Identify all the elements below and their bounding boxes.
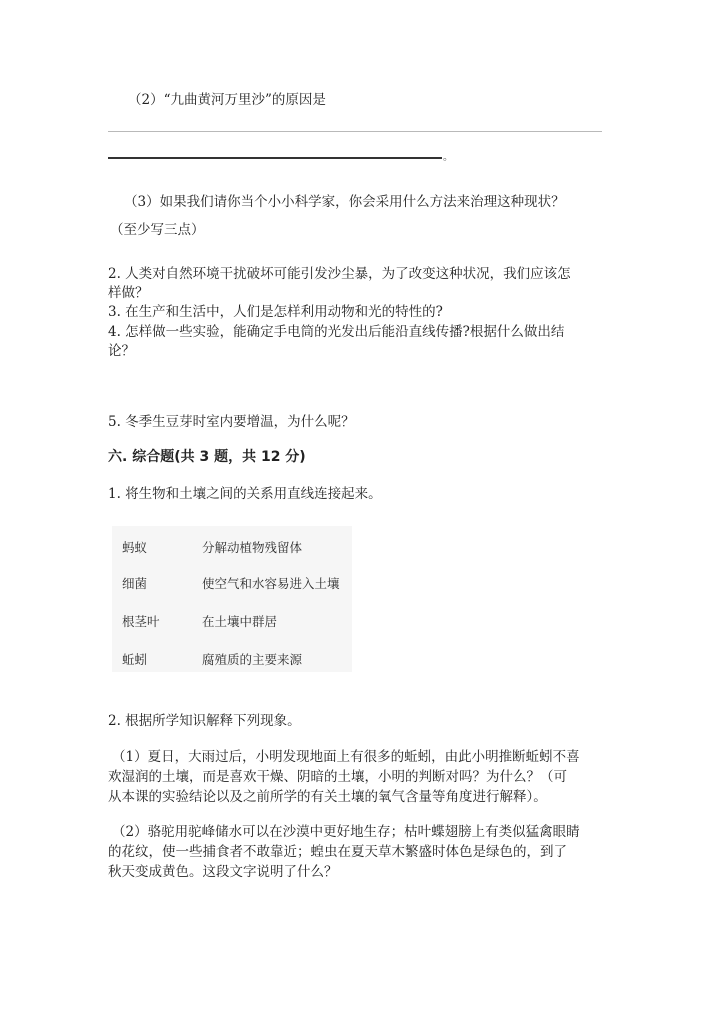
matching-right-item[interactable]: 腐殖质的主要来源 bbox=[202, 652, 303, 667]
question-2-sub-2-cont: 的花纹，使一些捕食者不敢靠近；蝗虫在夏天草木繁盛时体色是绿色的，到了 bbox=[108, 844, 567, 860]
question-2-cont: 样做？ bbox=[108, 285, 149, 301]
matching-left-item[interactable]: 细菌 bbox=[122, 576, 148, 591]
question-1-sub-2: （2）“九曲黄河万里沙”的原因是 bbox=[128, 92, 326, 108]
question-2-sub-1-cont: 欢湿润的土壤，而是喜欢干燥、阴暗的土壤，小明的判断对吗？为什么？（可 bbox=[108, 769, 567, 785]
question-4: 4. 怎样做一些实验，能确定手电筒的光发出后能沿直线传播?根据什么做出结 bbox=[108, 324, 565, 340]
question-1-sub-3: （3）如果我们请你当个小小科学家，你会采用什么方法来治理这种现状？ bbox=[124, 194, 565, 210]
section-heading: 六. 综合题(共 3 题，共 12 分) bbox=[108, 449, 306, 465]
matching-figure bbox=[112, 526, 352, 672]
matching-left-item[interactable]: 蚯蚓 bbox=[122, 652, 148, 667]
matching-left-item[interactable]: 根茎叶 bbox=[122, 614, 160, 629]
question-2-sub-1: （1）夏日，大雨过后，小明发现地面上有很多的蚯蚓，由此小明推断蚯蚓不喜 bbox=[112, 749, 580, 765]
matching-right-item[interactable]: 在土壤中群居 bbox=[202, 614, 278, 629]
comprehensive-question-1: 1. 将生物和土壤之间的关系用直线连接起来。 bbox=[108, 486, 382, 502]
question-2: 2. 人类对自然环境干扰破坏可能引发沙尘暴，为了改变这种状况，我们应该怎 bbox=[108, 266, 571, 282]
matching-left-item[interactable]: 蚂蚁 bbox=[122, 540, 148, 555]
answer-line[interactable] bbox=[108, 157, 442, 159]
question-3: 3. 在生产和生活中，人们是怎样利用动物和光的特性的? bbox=[108, 304, 443, 320]
matching-right-item[interactable]: 使空气和水容易进入土壤 bbox=[202, 576, 340, 591]
matching-right-item[interactable]: 分解动植物残留体 bbox=[202, 540, 303, 555]
question-2-sub-2-cont: 秋天变成黄色。这段文字说明了什么？ bbox=[108, 864, 338, 880]
question-5: 5. 冬季生豆芽时室内要增温，为什么呢？ bbox=[108, 414, 355, 430]
answer-end-mark: 。 bbox=[443, 152, 453, 163]
answer-line[interactable] bbox=[108, 131, 602, 132]
question-2-sub-2: （2）骆驼用驼峰储水可以在沙漠中更好地生存；枯叶蝶翅膀上有类似猛禽眼睛 bbox=[112, 824, 580, 840]
question-2-sub-1-cont: 从本课的实验结论以及之前所学的有关土壤的氧气含量等角度进行解释）。 bbox=[108, 789, 547, 805]
question-1-sub-3-note: （至少写三点） bbox=[110, 222, 205, 238]
comprehensive-question-2: 2. 根据所学知识解释下列现象。 bbox=[108, 713, 301, 729]
question-4-cont: 论？ bbox=[108, 343, 135, 359]
